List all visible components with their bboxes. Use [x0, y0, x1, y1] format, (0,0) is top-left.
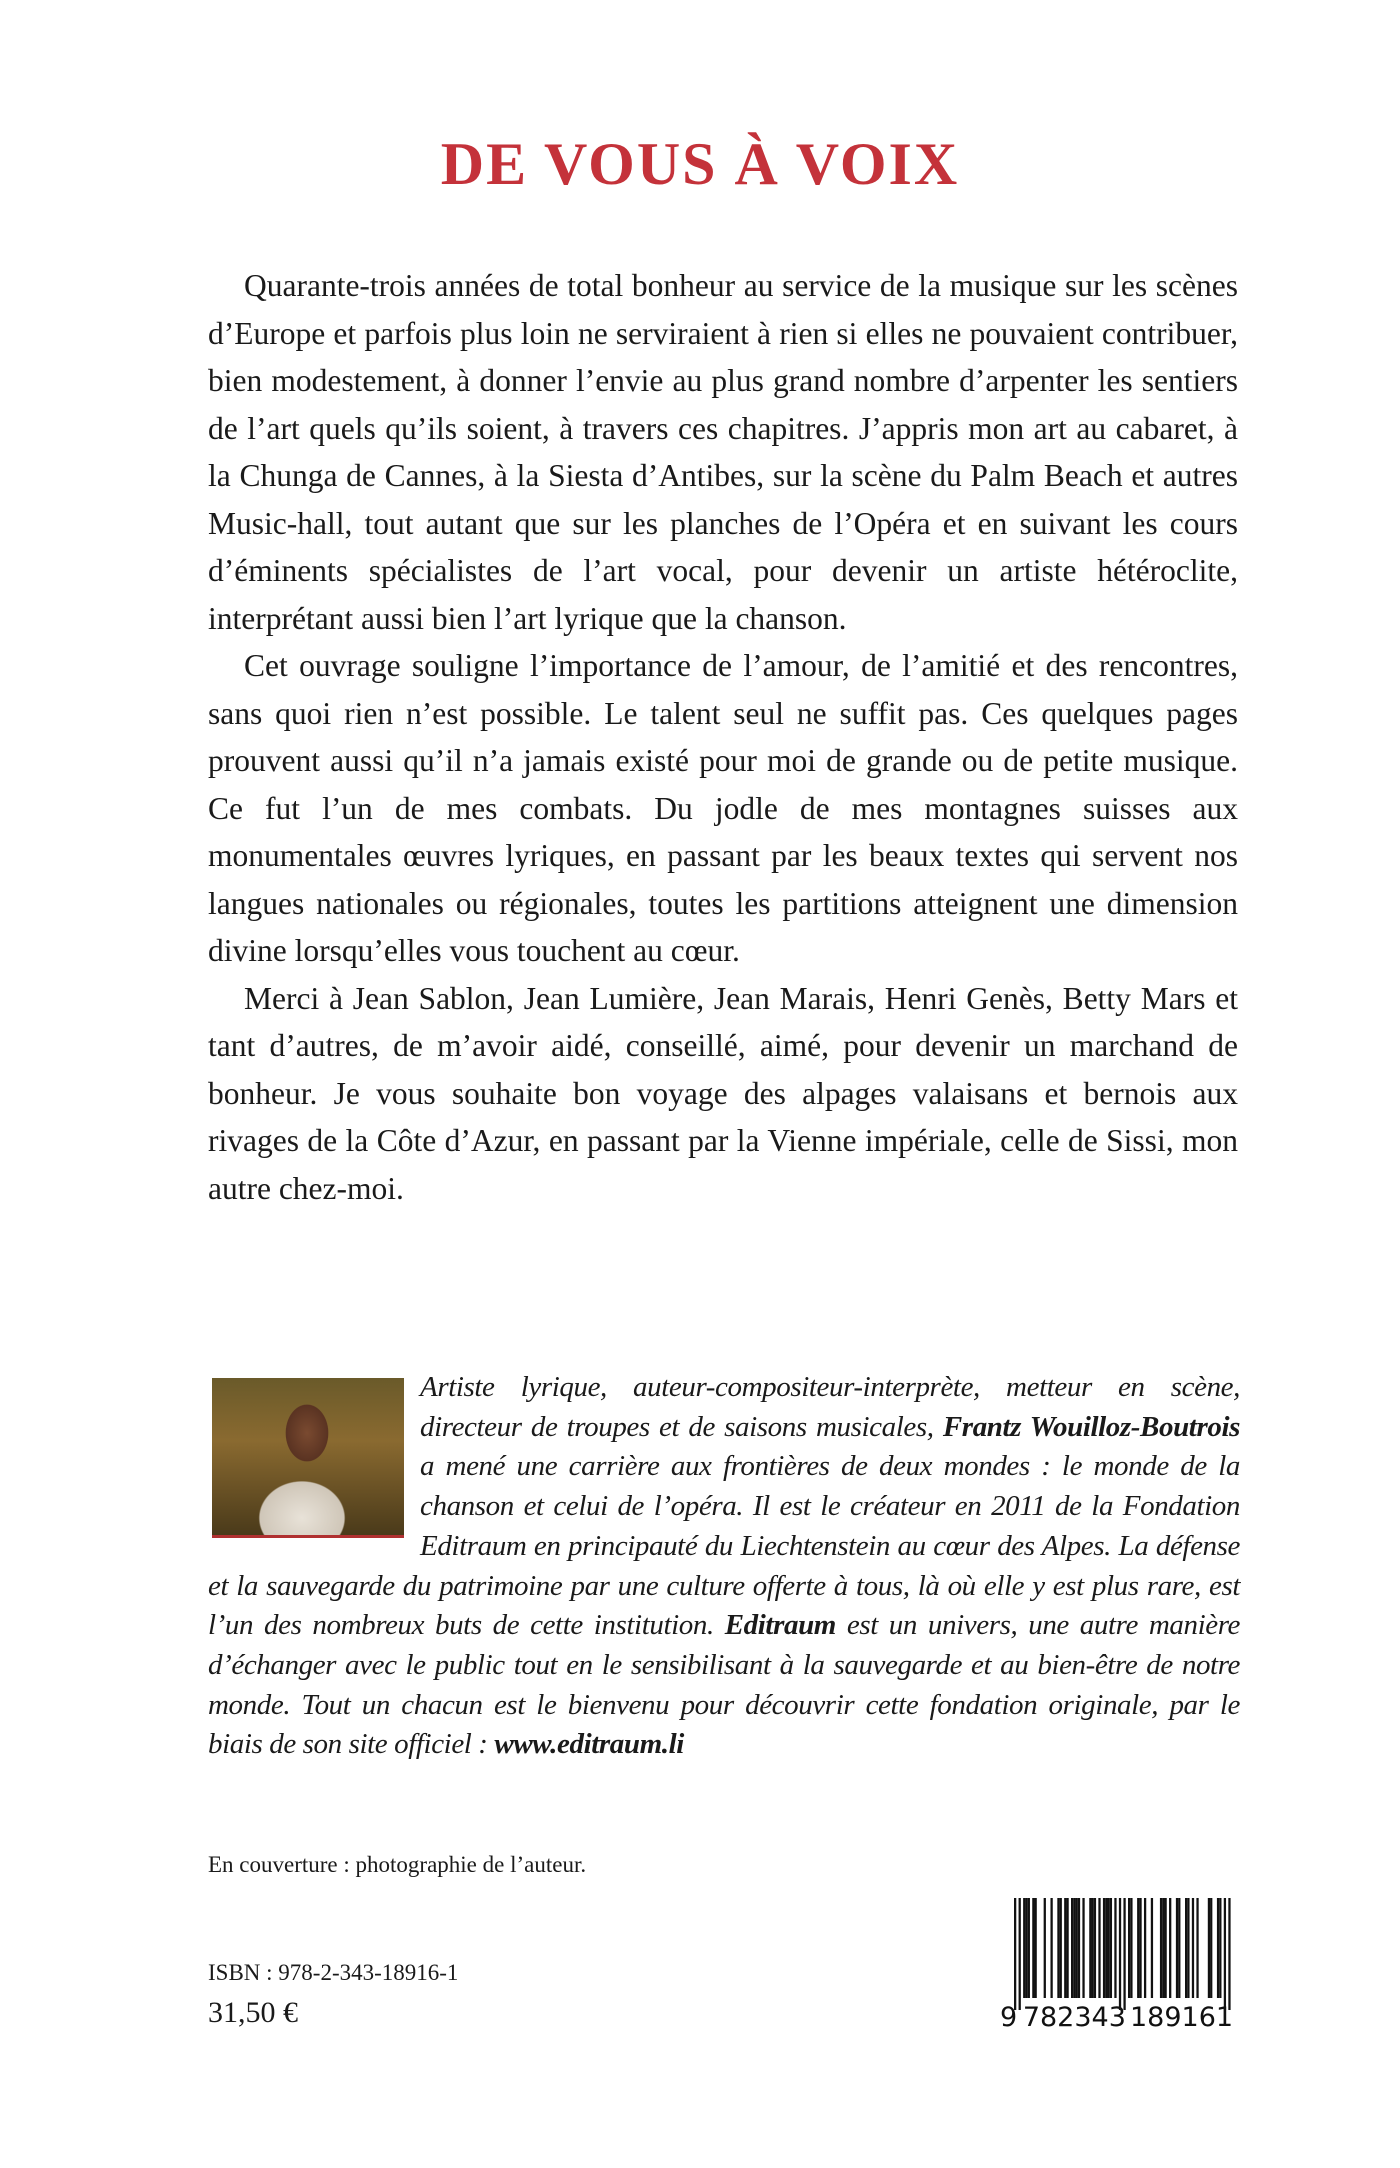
barcode-bar	[1103, 1898, 1105, 1998]
blurb	[208, 262, 1238, 1212]
barcode-bar	[1023, 1898, 1025, 1998]
barcode-bar	[1208, 1898, 1210, 1998]
barcode-bar	[1128, 1898, 1130, 1998]
barcode-bar	[1123, 1898, 1125, 2010]
barcode-digits: 189161	[1130, 2002, 1234, 2033]
barcode-bar	[1066, 1898, 1068, 1998]
barcode-bar	[1219, 1898, 1221, 1998]
barcode-bar	[1192, 1898, 1194, 1998]
author-name: Frantz Wouilloz-Boutrois	[942, 1410, 1240, 1443]
barcode-bar	[1162, 1898, 1164, 1998]
barcode-bar	[1169, 1898, 1171, 1998]
barcode-bar	[1071, 1898, 1073, 1998]
barcode-bar	[1160, 1898, 1162, 1998]
barcode-bar	[1130, 1898, 1132, 1998]
barcode-bar	[1151, 1898, 1153, 1998]
barcode-bar	[1057, 1898, 1059, 1998]
barcode-bar	[1119, 1898, 1121, 2010]
barcode-bar	[1028, 1898, 1030, 1998]
author-bio	[208, 1368, 1240, 1765]
foundation-name: Editraum	[724, 1609, 836, 1642]
bio-text: Artiste lyrique, auteur-compositeur-interprète, metteur en scène, directeur de troupes et de saisons musicales,	[420, 1371, 1240, 1443]
barcode-bar	[1176, 1898, 1178, 1998]
blurb-paragraph: Cet ouvrage souligne l’importance de l’amour, de l’amitié et des rencontres, sans quoi rien n’est possible. Le talent seul ne suffit pas. Ces quelques pages prouvent aussi qu’il n’a jamais existé pour moi de grande ou de petite musique. Ce fut l’un de mes combats. Du jodle de mes montagnes suisses aux monumentales œuvres lyriques, en passant par les beaux textes qui servent nos langues nationales ou régionales, toutes les partitions atteignent une dimension divine lorsqu’elles vous touchent au cœur.	[208, 648, 1238, 968]
barcode-bar	[1044, 1898, 1046, 1998]
barcode-bar	[1019, 1898, 1021, 2010]
blurb-paragraph: Quarante-trois années de total bonheur au service de la musique sur les scènes d’Europe et parfois plus loin ne serviraient à rien si elles ne pouvaient contribuer, bien modestement, à donner l’envie au plus grand nombre d’arpenter les sentiers de l’art quels qu’ils soient, à travers ces chapitres. J’appris mon art au cabaret, à la Chunga de Cannes, à la Siesta d’Antibes, sur la scène du Palm Beach et autres Music-hall, tout autant que sur les planches de l’Opéra et en suivant les cours d’éminents spécialistes de l’art vocal, pour devenir un artiste hétéroclite, interprétant aussi bien l’art lyrique que la chanson.	[208, 268, 1238, 636]
cover-credit: En couverture : photographie de l’auteur.	[208, 1852, 587, 1877]
barcode	[1000, 1898, 1240, 2038]
bio-text: a mené une carrière aux frontières de deux mondes : le monde de la chanson et celui de l’opéra. Il est le créateur en 2011 de la Fondation Editraum en principauté du Liechtenstein au cœur des Alpes. La défense et la sauvegarde du patrimoine par une culture offerte à tous, là où elle y est plus rare, est l’un des nombreux buts de cette institution.	[208, 1450, 1240, 1642]
blurb-paragraph: Merci à Jean Sablon, Jean Lumière, Jean Marais, Henri Genès, Betty Mars et tant d’autres, de m’avoir aidé, conseillé, aimé, pour devenir un marchand de bonheur. Je vous souhaite bon voyage des alpages valaisans et bernois aux rivages de la Côte d’Azur, en passant par la Vienne impériale, celle de Sissi, mon autre chez-moi.	[208, 980, 1238, 1206]
barcode-bar	[1014, 1898, 1016, 2010]
barcode-digits: 9	[1000, 2002, 1018, 2033]
barcode-bar	[1105, 1898, 1107, 1998]
barcode-bar	[1178, 1898, 1180, 1998]
barcode-bar	[1110, 1898, 1112, 1998]
barcode-bar	[1164, 1898, 1166, 1998]
barcode-bar	[1107, 1898, 1109, 1998]
barcode-bar	[1144, 1898, 1146, 1998]
barcode-bar	[1224, 1898, 1226, 2010]
barcode-bar	[1078, 1898, 1080, 1998]
book-title: DE VOUS À VOIX	[440, 131, 960, 197]
barcode-bar	[1076, 1898, 1078, 1998]
barcode-bar	[1098, 1898, 1100, 1998]
barcode-bar	[1092, 1898, 1094, 1998]
barcode-digits: 782343	[1022, 2002, 1126, 2033]
price: 31,50 €	[208, 1996, 298, 2029]
barcode-bar	[1187, 1898, 1189, 1998]
barcode-bar	[1060, 1898, 1062, 1998]
isbn: ISBN : 978-2-343-18916-1	[208, 1960, 459, 1985]
barcode-bar	[1064, 1898, 1066, 1998]
barcode-bar	[1185, 1898, 1187, 1998]
barcode-bar	[1089, 1898, 1091, 1998]
barcode-bar	[1032, 1898, 1034, 1998]
barcode-bar	[1025, 1898, 1027, 1998]
barcode-bar	[1139, 1898, 1141, 1998]
barcode-bar	[1050, 1898, 1052, 1998]
barcode-bar	[1094, 1898, 1096, 1998]
barcode-bar	[1217, 1898, 1219, 1998]
barcode-bar	[1196, 1898, 1198, 1998]
barcode-bar	[1073, 1898, 1075, 1998]
barcode-bar	[1137, 1898, 1139, 1998]
barcode-bar	[1228, 1898, 1230, 2010]
barcode-bar	[1082, 1898, 1084, 1998]
barcode-bar	[1035, 1898, 1037, 1998]
barcode-bar	[1210, 1898, 1212, 1998]
website-link[interactable]: www.editraum.li	[494, 1728, 684, 1761]
bio-text: est un univers, une autre manière d’échanger avec le public tout en le sensibilisant à la sauvegarde et au bien-être de notre monde. Tout un chacun est le bienvenu pour découvrir cette fondation originale, par le biais de son site officiel :	[208, 1609, 1240, 1761]
barcode-bar	[1114, 1898, 1116, 1998]
